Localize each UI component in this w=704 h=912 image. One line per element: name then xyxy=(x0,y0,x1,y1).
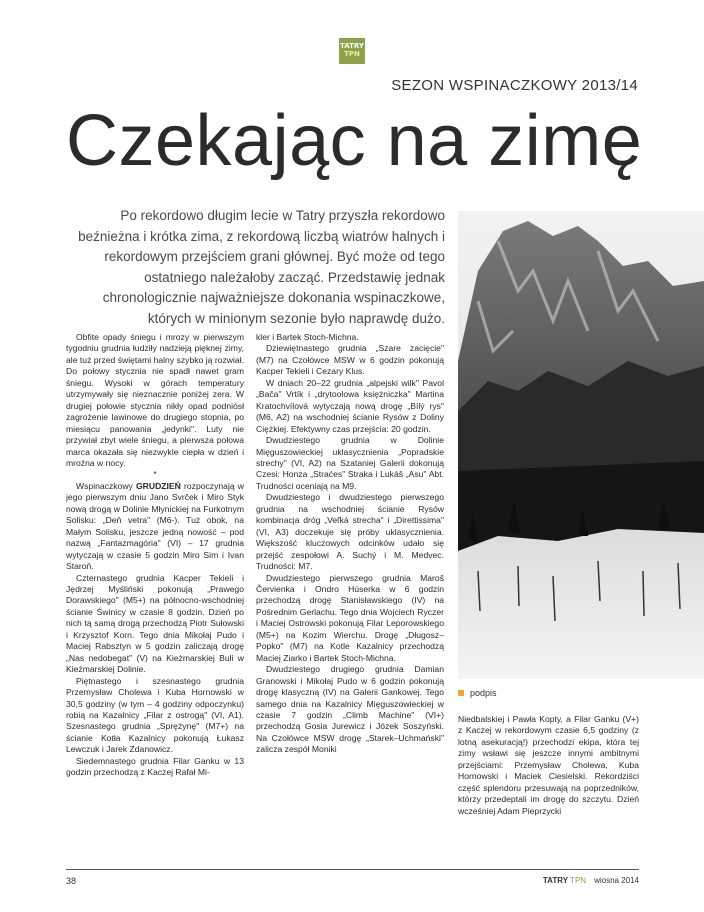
magazine-badge xyxy=(339,38,365,64)
column-2 xyxy=(256,332,444,756)
caption-text: podpis xyxy=(470,688,497,698)
footer-magazine xyxy=(543,876,639,885)
paragraph-text: rozpoczynają w jego pierwszym dniu Jano Svrček i Miro Styk nową drogą w Dolinie Młynickiej na Furkotnym Solisku: „Deň vetra" (M6-). Tuż obok, na Małym Solisku, jeszcze jedną nowość – pod nazwą „Fantazmagória" (VI) – 17 grudnia wytyczają w czasie 5 godzin Miro Sim i Ivan Staroň. xyxy=(66,480,245,572)
paragraph: kler i Bartek Stoch-Michna. xyxy=(256,332,359,342)
mountain-photo xyxy=(458,211,704,679)
page-number: 38 xyxy=(66,876,77,886)
paragraph: Dwudziestego i dwudziestego pierwszego grudnia na wschodniej ścianie Rysów kombinacja dróg „Veľká strecha" i „Direttissima" (VI, A3) doczekuje się próby uklasycznienia. Większość kluczowych odcinków udało się przejść zespołowi A. Suchý i M. Medvec. Trudności: M7. xyxy=(256,492,444,572)
footer-magazine-name: TATRY xyxy=(542,876,569,885)
footer-magazine-sub: TPN xyxy=(570,876,587,885)
footer-issue: wiosna 2014 xyxy=(594,876,639,885)
month-heading: GRUDZIEŃ xyxy=(135,480,181,491)
paragraph: Dziewiętnastego grudnia „Szare zacięcie" (M7) na Czołówce MSW w 6 godzin pokonują Kacper Tekieli i Cezary Klus. xyxy=(256,343,444,377)
article-lead: Po rekordowo długim lecie w Tatry przyszła rekordowo beźnieżna i krótka zima, z rekordową liczbą wiatrów halnych i rekordowym przejściem grani głównej. Być może od tego ostatniego należałoby zacząć. Przedstawię jednak chronologicznie najważniejsze dokonania wspinaczkowe, których w minionym sezonie było naprawdę dużo. xyxy=(78,208,445,326)
section-title: SEZON WSPINACZKOWY 2013/14 xyxy=(391,77,638,94)
paragraph: Dwudziestego drugiego grudnia Damian Granowski i Mikołaj Pudo w 6 godzin pokonują drogę klasyczną (IV) na Galerii Gankowej. Tego samego dnia na Kazalnicy Mięguszowieckiej w czasie 7 godzin „Climb Machine" (VI+) przechodzą Gosia Jurewicz i Józek Soszyński. Na Czołówce MSW drogę „Starek–Uchmański" zalicza zespół Moniki xyxy=(256,664,444,755)
paragraph: Dwudziestego pierwszego grudnia Maroš Červienka i Ondro Húserka w 6 godzin przechodzą drogę Stanisławskiego (IV) na Pośrednim Gerlachu. Tego dnia Wojciech Ryczer i Maciej Ostrowski pokonują Filar Leporowskiego (M5+) na Kozim Wierchu. Drogę „Długosz–Popko" (M7) na Kotle Kazalnicy przechodzą Maciej Ziarko i Bartek Stoch-Michna. xyxy=(256,572,444,663)
badge-line1: TATRY xyxy=(340,42,364,50)
column-1 xyxy=(66,332,244,779)
footer-rule xyxy=(66,869,639,870)
article-title: Czekając na zimę xyxy=(66,101,643,181)
paragraph: W dniach 20–22 grudnia „alpejski wilk" Pavol „Bača" Vrtík i „drytoolowa księżniczka" Martina Kratochvílová wytyczają nową drogę „Bílý rys" (M6, A2) na wschodniej ścianie Rysów z Doliny Ciężkiej. Efektywny czas przejścia: 20 godzin. xyxy=(256,377,444,434)
paragraph: Czternastego grudnia Kacper Tekieli i Jędrzej Myśliński pokonują „Prawego Dorawskiego" (M5+) na północno-wschodniej ścianie Świnicy w czasie 8 godzin. Dzień po nich tą samą drogą przechodzą Piotr Sułowski i Krzysztof Korn. Tego dnia Mikołaj Pudo i Maciej Rabsztyn w 5 godzin zaliczają drogę „Nas nedobegat" (V) na Kieżmarskiej Buli w Kieżmarskiej Dolinie. xyxy=(66,572,244,675)
caption-marker xyxy=(458,690,464,696)
paragraph: Niedbalskiej i Pawła Kopty, a Filar Ganku (V+) z Kaczej w rekordowym czasie 6,5 godziny (z lotną asekuracją!) przechodzi ekipa, która tej zimy wsławi się jeszcze innymi ambitnymi przejściami: Przemysław Cholewa, Kuba Hornowski i Maciek Ciesielski. Rekordziści część splendoru przesuwają na poprzedników, którzy przedeptali im drogę do szczytu. Dzień wcześniej Adam Pieprzycki xyxy=(458,714,639,816)
paragraph: Piętnastego i szesnastego grudnia Przemysław Cholewa i Kuba Hornowski w 30,5 godziny (w tym – 4 godziny odpoczynku) robią na Kazalnicy „Filar z ostrogą" (VI, A1). Szesnastego grudnia „Sprężynę" (M7+) na ścianie Kotła Kazalnicy pokonują Łukasz Lewczuk i Jarek Zdanowicz. xyxy=(66,675,244,755)
badge-line2: TPN xyxy=(344,50,360,58)
column-3 xyxy=(458,714,639,817)
paragraph: Obfite opady śniegu i mrozy w pierwszym tygodniu grudnia łudziły nadzieją pięknej zimy, ale tuż przed świętami halny szybko ją rozwiał. Do połowy stycznia nie spadł nawet gram śniegu. Wysoki w górach temperatury utrzymywały się nieznacznie poniżej zera. W drugiej połowie stycznia nikły opad podniósł zagrożenie lawinowe do drugiego stopnia, po miesiącu panowania „jedynki". Luty nie przywiał zbyt wiele śniegu, a pierwsza połowa marca okazała się niezwykle ciepła w dzień i mroźna w nocy. xyxy=(66,332,244,468)
paragraph xyxy=(66,481,244,573)
paragraph-text: Wspinaczkowy xyxy=(76,480,136,491)
section-divider: * xyxy=(153,469,157,480)
paragraph: Siedemnastego grudnia Filar Ganku w 13 godzin przechodzą z Kaczej Rafał Mi- xyxy=(66,755,244,778)
photo-caption xyxy=(458,688,497,698)
paragraph: Dwudziestego grudnia w Dolinie Mięguszowieckiej uklasycznienia „Popradskie strechy" (VI, A2) na Szataniej Galerii dokonują Czesi: Honza „Straćes" Straka i Lukáš „Asu" Abt. Trudności oceniają na M9. xyxy=(256,435,444,491)
